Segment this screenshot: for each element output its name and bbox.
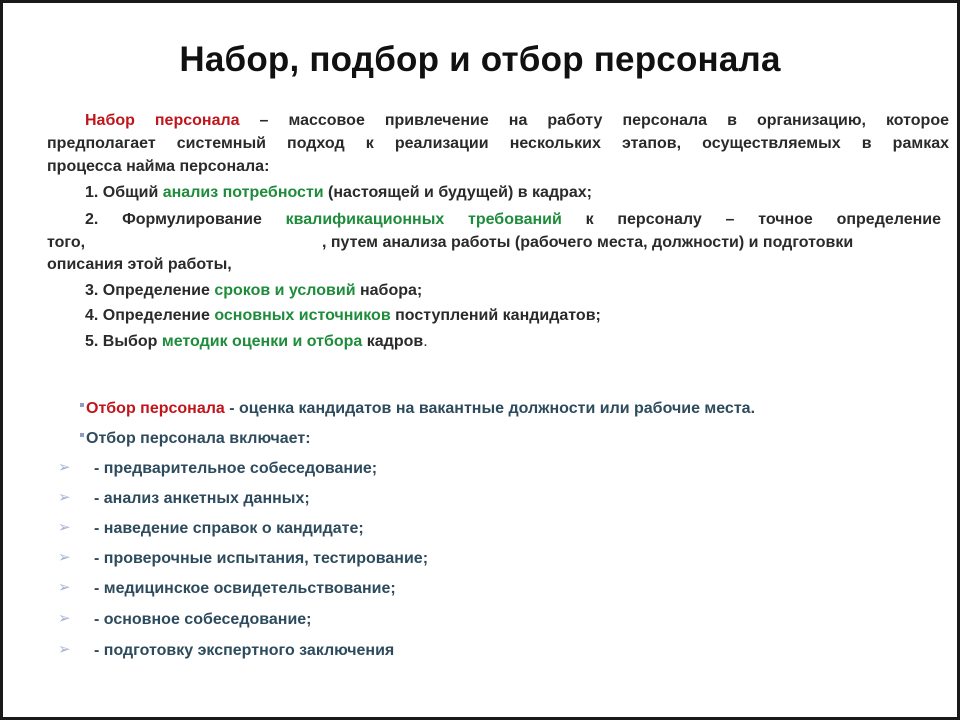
selection-definition [80, 399, 755, 419]
step-2: 2. Формулирование квалификационных требований к персоналу – точное определение [85, 211, 941, 228]
selection-includes-label: Отбор персонала включает: [80, 429, 311, 449]
list-item: - подготовку экспертного заключения [94, 642, 395, 659]
intro-line-2: предполагает системный подход к реализации нескольких этапов, осуществляемых в рамках [47, 135, 949, 152]
chevron-bullet-icon: ➢ [58, 459, 71, 476]
step-4-highlight: основных источников [214, 307, 391, 324]
list-item: - предварительное собеседование; [94, 460, 378, 477]
chevron-bullet-icon: ➢ [58, 610, 71, 627]
step-3: 3. Определение сроков и условий набора; [85, 282, 423, 299]
intro-line-1-rest: – массовое привлечение на работу персонала в организацию, которое [239, 112, 949, 129]
intro-term: Набор персонала [85, 112, 240, 129]
intro-line-3: процесса найма персонала: [47, 158, 270, 175]
chevron-bullet-icon: ➢ [58, 579, 71, 596]
step-1-highlight: анализ потребности [162, 184, 324, 201]
step-5: 5. Выбор методик оценки и отбора кадров. [85, 333, 428, 350]
intro-line-1 [85, 111, 949, 131]
chevron-bullet-icon: ➢ [58, 489, 71, 506]
step-5-highlight: методик оценки и отбора [161, 333, 363, 350]
list-item: - проверочные испытания, тестирование; [94, 550, 429, 567]
list-item: - анализ анкетных данных; [94, 490, 310, 507]
list-item: - наведение справок о кандидате; [94, 520, 364, 537]
chevron-bullet-icon: ➢ [58, 641, 71, 658]
selection-definition-text: - оценка кандидатов на вакантные должности или рабочие места. [224, 400, 756, 417]
step-4: 4. Определение основных источников поступлений кандидатов; [85, 307, 601, 324]
step-2-highlight: квалификационных требований [285, 211, 562, 228]
step-2-cont-right: , путем анализа работы (рабочего места, должности) и подготовки [322, 234, 854, 251]
step-1: 1. Общий анализ потребности (настоящей и будущей) в кадрах; [85, 184, 592, 201]
step-2-cont-last: описания этой работы, [47, 256, 232, 273]
page-title: Набор, подбор и отбор персонала [179, 40, 781, 79]
chevron-bullet-icon: ➢ [58, 549, 71, 566]
step-3-highlight: сроков и условий [214, 282, 356, 299]
square-bullet-icon [80, 433, 84, 437]
chevron-bullet-icon: ➢ [58, 519, 71, 536]
step-2-cont-left: того, [47, 234, 86, 251]
list-item: - основное собеседование; [94, 611, 312, 628]
selection-term: Отбор персонала [86, 400, 225, 417]
list-item: - медицинское освидетельствование; [94, 580, 396, 597]
square-bullet-icon [80, 403, 84, 407]
